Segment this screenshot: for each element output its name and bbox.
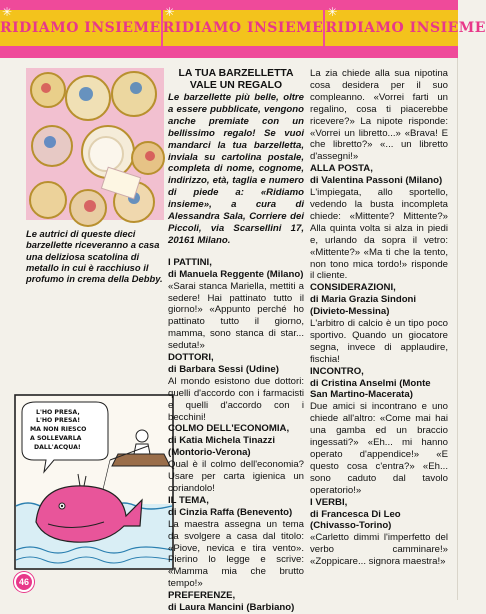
joke-text: Due amici si incontrano e uno chiede all'altro: «Come mai hai una gamba ed un braccio ingessati?» «Eh... mi hanno operato d'appendice!» «E questo cosa c'entra?» «Eh... sono caduto dal tavolo operatorio!» — [310, 401, 448, 496]
joke-heading: PREFERENZE, — [168, 590, 236, 602]
banner-title: RIDIAMO INSIEME — [0, 20, 161, 36]
joke-author: di Cristina Anselmi (Monte San Martino-Macerata) — [310, 377, 431, 401]
star-burst-icon: ✳ — [327, 5, 338, 19]
whale-cartoon — [14, 394, 174, 570]
banner-cell-3 — [323, 5, 486, 46]
banner-strip — [0, 5, 486, 46]
joke-author: di Francesca Di Leo (Chivasso-Torino) — [310, 508, 401, 532]
banner-title: RIDIAMO INSIEME — [325, 20, 486, 36]
page-number: 46 — [14, 572, 34, 592]
joke-heading: I VERBI, — [310, 496, 348, 508]
middle-column — [168, 68, 304, 614]
speech-line: MA NON RIESCO — [30, 426, 87, 433]
joke-text: «Carletto dimmi l'imperfetto del verbo camminare!» «Zoppicare... signora maestra!» — [310, 532, 448, 568]
intro-title-line-2: VALE UN REGALO — [189, 80, 283, 91]
joke-heading: I PATTINI, — [168, 256, 212, 268]
intro-title-line-1: LA TUA BARZELLETTA — [178, 68, 294, 79]
svg-text:L'HO PRESA, L'HO PRESA — [30, 409, 89, 451]
product-photo — [26, 68, 164, 220]
joke-text: Qual è il colmo dell'economia? Usare per carta igienica un coriandolo! — [168, 459, 304, 494]
joke-heading: COLMO DELL'ECONOMIA, — [168, 423, 290, 435]
joke-author: di Manuela Reggente (Milano) — [168, 268, 304, 280]
joke-text: Al mondo esistono due dottori: quelli d'accordo con i farmacisti e quelli d'accordo con i becchini! — [168, 375, 304, 423]
joke-author: di Valentina Passoni (Milano) — [310, 175, 443, 187]
photo-caption: Le autrici di queste dieci barzellette riceveranno a casa una deliziosa scatolina di metallo in cui è racchiuso il profumo in crema della Debby. — [26, 228, 163, 285]
banner-cell-2 — [161, 5, 324, 46]
banner-title: RIDIAMO INSIEME — [162, 20, 324, 36]
joke-heading: CONSIDERAZIONI, — [310, 282, 396, 294]
banner-cell-1 — [0, 5, 161, 46]
joke-author: di Maria Grazia Sindoni (Divieto-Messina) — [310, 294, 417, 318]
star-burst-icon: ✳ — [2, 5, 13, 19]
joke-text: «Sarai stanca Mariella, mettiti a sedere! Hai pattinato tutto il giorno!» «Appunto perché ho pattinato tutto il giorno, mamma, sono stanca di star... seduta!» — [168, 280, 304, 352]
speech-line: L'HO PRESA! — [36, 417, 81, 424]
speech-line: L'HO PRESA, — [36, 409, 80, 416]
joke-heading: DOTTORI, — [168, 352, 214, 364]
joke-heading: INCONTRO, — [310, 365, 364, 377]
intro-text: Le barzellette più belle, oltre a essere pubblicate, vengono anche premiate con un bellissimo regalo! Se vuoi mandarci la tua barzelletta, inviala su cartolina postale, completa di nome, cognome, indirizzo, età, taglia e numero di piede a: «Ridiamo insieme», a cura di Alessandra Sala, Corriere dei Piccoli, via Scarsellini 17, 20161 Milano. — [168, 92, 304, 246]
right-column — [310, 68, 448, 568]
star-burst-icon: ✳ — [164, 5, 175, 19]
perfume-tins-image — [26, 68, 164, 220]
joke-text: L'impiegata, allo sportello, vedendo la busta incompleta chiede: «Mittente? Mittente?» Alla quinta volta si alza in piedi e, urlando da sopra il vetro: «Mittente?» «Ma ti che la tento, non tono mica tordo!» risponde il cliente. — [310, 187, 448, 282]
joke-text: La maestra assegna un tema da svolgere a casa dal titolo: «Piove, nevica e tira vento». Pierino lo legge e scrive: «Mamma mia che brutto tempo!» — [168, 518, 304, 590]
joke-text: L'arbitro di calcio è un tipo poco sportivo. Quando un giocatore segna, invece di applaudire, fischia! — [310, 318, 448, 365]
joke-author: di Katia Michela Tinazzi (Montorio-Verona) — [168, 435, 275, 459]
joke-heading: IL TEMA, — [168, 494, 209, 506]
joke-heading: ALLA POSTA, — [310, 163, 373, 175]
speech-line: DALL'ACQUA! — [34, 444, 81, 451]
header-banner — [0, 0, 486, 58]
joke-author: di Cinzia Raffa (Benevento) — [168, 506, 293, 518]
joke-text: La zia chiede alla sua nipotina cosa desidera per il suo compleanno. «Vorrei farti un regalino, cosa ti piacerebbe ricevere?» La nipote risponde: «Vorrei un libretto...» «Brava! E che libretto?» «... un libretto d'assegni!» — [310, 68, 448, 163]
cartoon-illustration — [14, 394, 174, 570]
joke-author: di Barbara Sessi (Udine) — [168, 363, 279, 375]
speech-line: A SOLLEVARLA — [30, 435, 82, 442]
joke-author: di Laura Mancini (Barbiano) — [168, 602, 295, 614]
